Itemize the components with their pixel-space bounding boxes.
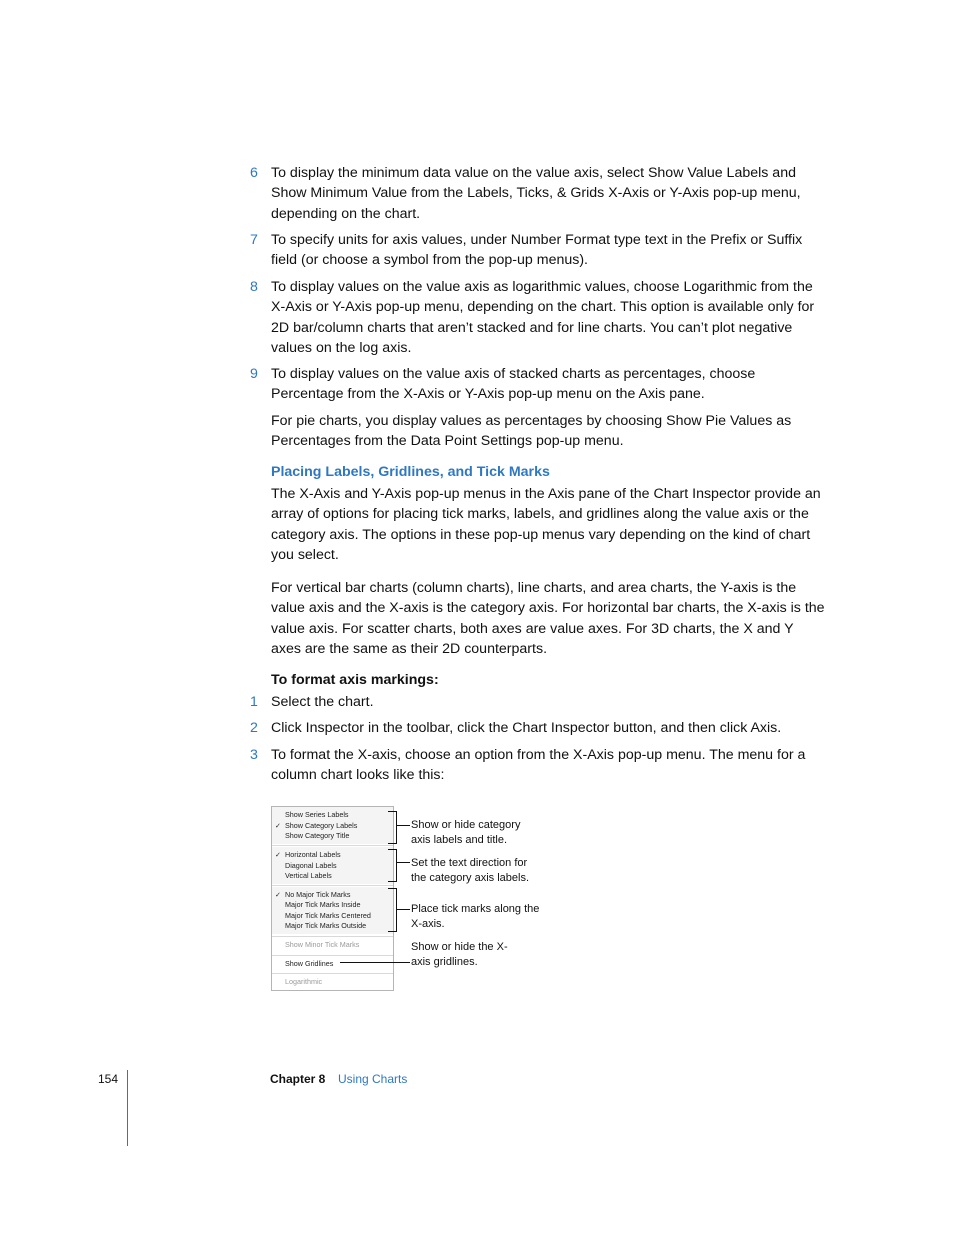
step-number: 7 xyxy=(250,232,258,248)
menu-separator xyxy=(272,885,393,886)
menu-item-diagonal-labels[interactable] xyxy=(272,861,393,871)
step-text: To format the X-axis, choose an option from the X-Axis pop-up menu. The menu for a column chart looks like this: xyxy=(271,747,806,784)
menu-item-label: Show Gridlines xyxy=(285,959,334,968)
menu-item-logarithmic xyxy=(272,977,393,987)
step-text: To display values on the value axis as logarithmic values, choose Logarithmic from the X-Axis or Y-Axis pop-up menu, depending on the chart. This option is available only for 2D bar/column charts that aren’t stacked and for line charts. You can’t plot negative values on the log axis. xyxy=(271,279,815,357)
menu-item-label: Show Category Labels xyxy=(285,821,358,830)
task-label: To format axis markings: xyxy=(271,672,439,688)
section-heading: Placing Labels, Gridlines, and Tick Marks xyxy=(271,464,550,480)
step-number: 9 xyxy=(250,366,258,382)
menu-item-label: Diagonal Labels xyxy=(285,861,337,870)
footer-chapter: Chapter 8 xyxy=(270,1072,326,1086)
pie-chart-note: For pie charts, you display values as percentages by choosing Show Pie Values as Percentages from the Data Point Settings pop-up menu. xyxy=(271,413,792,450)
step-number: 3 xyxy=(250,747,258,763)
menu-item-label: Major Tick Marks Inside xyxy=(285,900,361,909)
bracket-label-direction xyxy=(388,849,397,882)
menu-item-label: Logarithmic xyxy=(285,977,323,986)
step-text: To display values on the value axis of stacked charts as percentages, choose Percentage from the X-Axis or Y-Axis pop-up menu on the Axis pane. xyxy=(271,366,756,403)
menu-separator xyxy=(272,845,393,846)
check-mark-icon: ✓ xyxy=(275,850,282,859)
leader-line xyxy=(397,862,410,863)
menu-item-vertical-labels[interactable] xyxy=(272,871,393,881)
menu-item-label: Major Tick Marks Centered xyxy=(285,911,371,920)
callout-text-direction: Set the text direction for the category axis labels. xyxy=(411,857,530,884)
menu-item-show-series-labels[interactable] xyxy=(272,810,393,820)
menu-item-show-minor-tick-marks xyxy=(272,940,393,950)
menu-item-major-tick-marks-centered[interactable] xyxy=(272,911,393,921)
menu-item-major-tick-marks-outside[interactable] xyxy=(272,921,393,931)
menu-item-label: No Major Tick Marks xyxy=(285,890,351,899)
menu-separator xyxy=(272,936,393,937)
page-number: 154 xyxy=(98,1072,119,1086)
step-text: To display the minimum data value on the value axis, select Show Value Labels and Show Minimum Value from the Labels, Ticks, & Grids X-Axis or Y-Axis pop-up menu, depending on the chart. xyxy=(271,165,801,222)
menu-item-major-tick-marks-inside[interactable] xyxy=(272,900,393,910)
menu-item-label: Vertical Labels xyxy=(285,871,332,880)
section-paragraph-1: The X-Axis and Y-Axis pop-up menus in the Axis pane of the Chart Inspector provide an array of options for placing tick marks, labels, and gridlines along the value axis or the category axis. The options in these pop-up menus vary depending on the kind of chart you select. xyxy=(271,486,821,564)
footer-divider xyxy=(127,1070,128,1146)
menu-item-show-category-title[interactable] xyxy=(272,831,393,841)
leader-line xyxy=(397,825,410,826)
bracket-tick-marks xyxy=(388,888,397,932)
menu-item-horizontal-labels[interactable] xyxy=(272,850,393,860)
menu-separator xyxy=(272,973,393,974)
menu-item-no-major-tick-marks[interactable] xyxy=(272,890,393,900)
x-axis-popup-menu xyxy=(271,806,394,991)
check-mark-icon: ✓ xyxy=(275,821,282,830)
footer-chapter-title: Using Charts xyxy=(338,1072,408,1086)
check-mark-icon: ✓ xyxy=(275,890,282,899)
callout-category-labels: Show or hide category axis labels and title. xyxy=(411,819,521,846)
step-text: To specify units for axis values, under Number Format type text in the Prefix or Suffix field (or choose a symbol from the pop-up menus). xyxy=(271,232,803,269)
bracket-category-labels xyxy=(388,811,397,844)
menu-separator xyxy=(272,955,393,956)
callout-tick-marks: Place tick marks along the X-axis. xyxy=(411,903,540,930)
menu-item-label: Horizontal Labels xyxy=(285,850,341,859)
step-number: 8 xyxy=(250,279,258,295)
menu-item-label: Show Minor Tick Marks xyxy=(285,940,360,949)
leader-line-gridlines xyxy=(340,962,410,963)
section-paragraph-2: For vertical bar charts (column charts), line charts, and area charts, the Y-axis is the value axis and the X-axis is the category axis. For horizontal bar charts, the X-axis is the value axis. For scatter charts, both axes are value axes. For 3D charts, the X and Y axes are the same as their 2D counterparts. xyxy=(271,580,825,658)
menu-item-show-category-labels[interactable] xyxy=(272,821,393,831)
menu-item-show-gridlines[interactable] xyxy=(272,959,393,969)
step-text: Select the chart. xyxy=(271,694,374,710)
step-number: 6 xyxy=(250,165,258,181)
step-text: Click Inspector in the toolbar, click the Chart Inspector button, and then click Axis. xyxy=(271,720,782,736)
menu-item-label: Show Category Title xyxy=(285,831,350,840)
leader-line xyxy=(397,909,410,910)
menu-item-label: Major Tick Marks Outside xyxy=(285,921,367,930)
step-number: 2 xyxy=(250,720,258,736)
menu-item-label: Show Series Labels xyxy=(285,810,349,819)
step-number: 1 xyxy=(250,694,258,710)
callout-gridlines: Show or hide the X-axis gridlines. xyxy=(411,941,508,968)
